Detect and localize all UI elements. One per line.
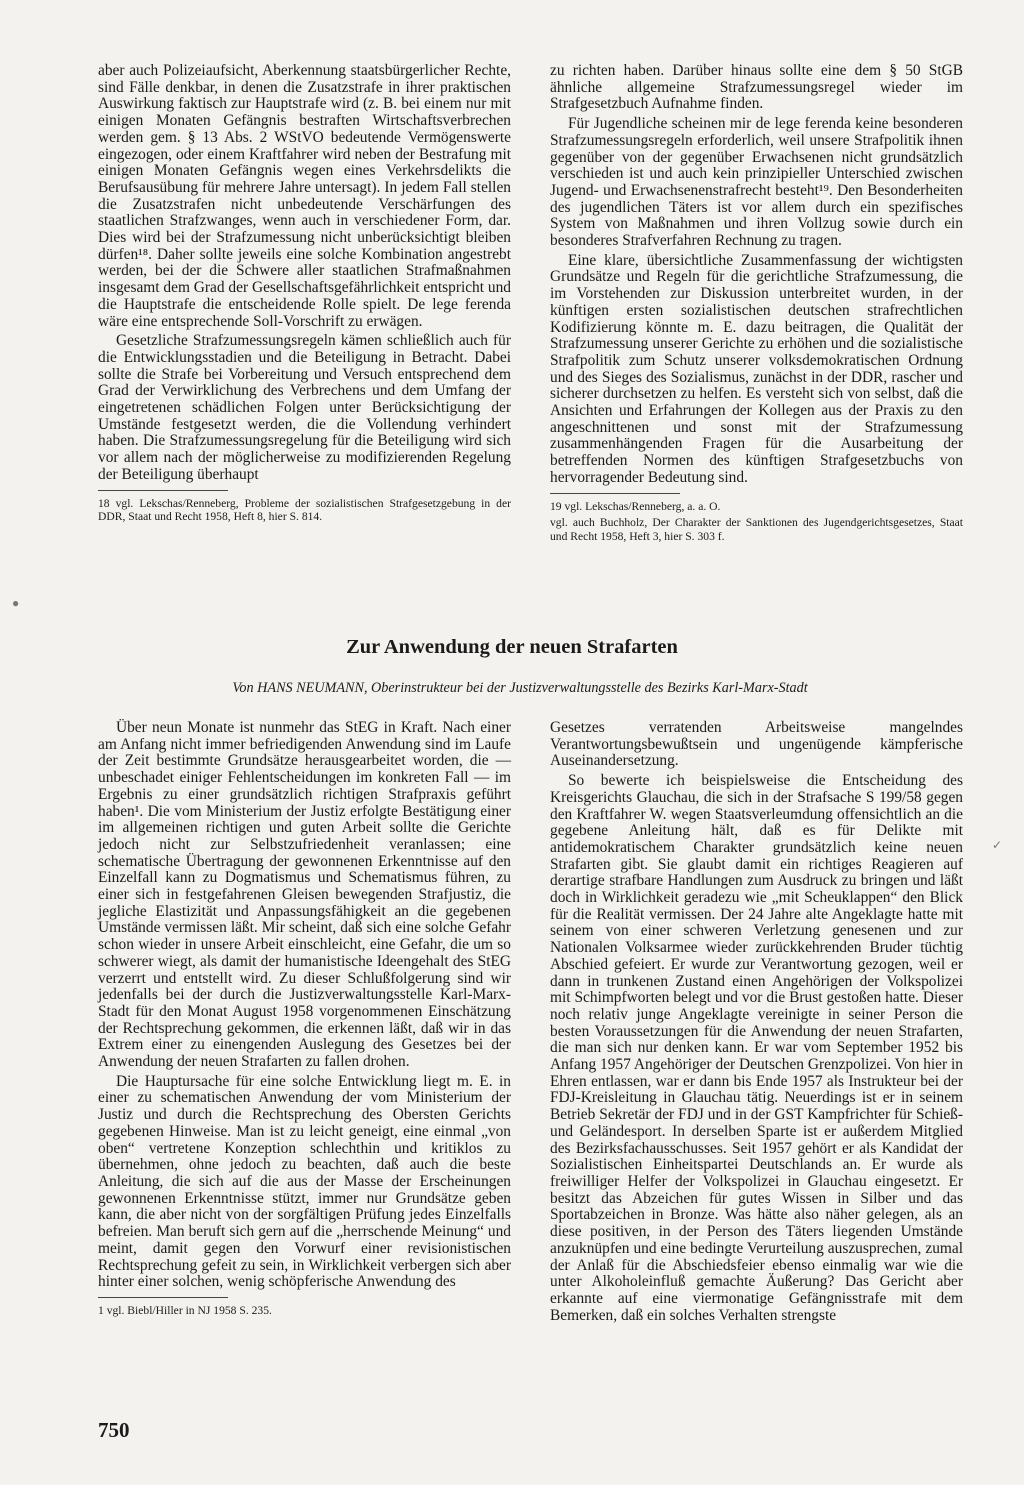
article-title: Zur Anwendung der neuen Strafarten: [346, 636, 678, 658]
footnote-19: 19 vgl. Lekschas/Renneberg, a. a. O.: [550, 499, 721, 513]
footnote-19-continued: vgl. auch Buchholz, Der Charakter der Sanktionen des Jugendgerichtsgesetzes, Staat und Recht 1958, Heft 3, hier S. 303 f.: [550, 516, 963, 543]
paragraph: So bewerte ich beispielsweise die Entscheidung des Kreisgerichts Glauchau, die sich in der Strafsache S 199/58 gegen den Kraftfahrer W. wegen Staatsverleumdung offensichtlich an die gegebene Anleitung hält, daß es für Delikte mit antidemokratischem Charakter grundsätzlich keine neuen Strafarten gibt. Sie glaubt damit ein richtiges Reagieren auf derartige strafbare Handlungen zum Ausdruck zu bringen und läßt doch in Wirklichkeit geradezu wie „mit Scheuklappen“ den Blick für die Realität vermissen. Der 24 Jahre alte Angeklagte hatte mit seinem von einer schweren Verletzung genesenen und zur Nationalen Volksarmee wieder zurückkehrenden Bruder tüchtig Abschied gefeiert. Er wurde zur Verantwortung gezogen, weil er dann in trunkenen Zustand einen Angehörigen der Volkspolizei mit Schimpfworten belegt und vor die Brust gestoßen hatte. Dieser noch relativ junge Angeklagte vereinigte in seiner Person die besten Voraussetzungen für die Anwendung der neuen Strafarten, die man sich nur denken kann. Er war vom September 1952 bis Anfang 1957 Angehöriger der Deutschen Grenzpolizei. Von hier in Ehren entlassen, war er dann bis Ende 1957 als Instrukteur bei der FDJ-Kreisleitung in Glauchau tätig. Neuerdings ist er in seinem Betrieb Sekretär der FDJ und in der GST Kampfrichter für Schieß- und Geländesport. In derselben Sparte ist er außerdem Mitglied des Bezirksfachausschusses. Seit 1957 gehört er als Kandidat der Sozialistischen Einheitspartei Deutschlands an. Er wurde als freiwilliger Helfer der Volkspolizei in Glauchau eingesetzt. Er besitzt das Abzeichen für gutes Wissen in Silber und das Sportabzeichen in Bronze. Was hätte also näher gelegen, als an diese positiven, in der Person des Täters liegenden Umstände anzuknüpfen und eine bedingte Verurteilung auszusprechen, zumal der Anlaß für die Abschiedsfeier ebenso einmalig war wie die unter Alkoholeinfluß gemachte Äußerung? Das Gericht aber erkannte auf eine viermonatige Gefängnisstrafe mit dem Bemerken, daß ein solches Verhalten strengste: [550, 772, 963, 1324]
margin-tick-icon: ✓: [992, 838, 1003, 852]
bottom-right-column: [550, 720, 963, 1327]
margin-dot-icon: ●: [12, 596, 20, 610]
article-byline: Von HANS NEUMANN, Oberinstrukteur bei der Justizverwaltungsstelle des Bezirks Karl-Marx-Stadt: [232, 680, 808, 696]
top-left-column: [98, 63, 511, 527]
paragraph: Für Jugendliche scheinen mir de lege ferenda keine besonderen Strafzumessungsregeln erforderlich, weil unsere Strafpolitik ihnen gegenüber von der gegenüber Erwachsenen nicht grundsätzlich verschieden ist und auch kein prinzipieller Unterschied zwischen Jugend- und Erwachsenenstrafrecht besteht¹⁹. Den Besonderheiten des jugendlichen Täters ist vor allem durch ein spezifisches System von Maßnahmen und ihren Vollzug sowie durch ein besonderes Strafverfahren Rechnung zu tragen.: [550, 115, 963, 250]
top-right-column: [550, 63, 963, 546]
footnote-rule: [98, 1297, 228, 1298]
footnote-18: 18 vgl. Lekschas/Renneberg, Probleme der sozialistischen Strafgesetzgebung in der DDR, Staat und Recht 1958, Heft 8, hier S. 814.: [98, 496, 511, 524]
page-number: 750: [98, 1418, 130, 1442]
paragraph: Eine klare, übersichtliche Zusammenfassung der wichtigsten Grundsätze und Regeln für die gerichtliche Strafzumessung, die im Vorstehenden zur Diskussion unterbreitet wurden, in der künftigen ersten sozialistischen deutschen strafrechtlichen Kodifizierung könnte m. E. dazu beitragen, die Qualität der Strafzumessung unserer Gerichte zu erhöhen und die sozialistische Strafpolitik zum Schutz unserer volksdemokratischen Ordnung und des Sieges des Sozialismus, zunächst in der DDR, rascher und sicherer durchsetzen zu helfen. Es versteht sich von selbst, daß die Ansichten und Erfahrungen der Kollegen aus der Praxis zu den angeschnittenen und sonst mit der Strafzumessung zusammenhängenden Fragen für die Ausarbeitung der betreffenden Normen des künftigen Strafgesetzbuchs von hervorragender Bedeutung sind.: [550, 251, 963, 486]
bottom-left-column: [98, 720, 511, 1321]
paragraph: Gesetzes verratenden Arbeitsweise mangelndes Verantwortungsbewußtsein und ungenügende kämpferische Auseinandersetzung.: [550, 719, 963, 770]
paragraph: Über neun Monate ist nunmehr das StEG in Kraft. Nach einer am Anfang nicht immer befriedigenden Anwendung sind im Laufe der Zeit bestimmte Grundsätze herausgearbeitet worden, die — unbeschadet einiger Fehlentscheidungen im konkreten Fall — im Ergebnis zu einer grundsätzlich richtigen Strafpraxis geführt haben¹. Die vom Ministerium der Justiz erfolgte Bestätigung einer im allgemeinen richtigen und guten Arbeit sollte die Gerichte jedoch nicht zur Selbstzufriedenheit veranlassen; eine schematische Übertragung der gewonnenen Erkenntnisse auf den Einzelfall kann zu Dogmatismus und Schematismus führen, zu einer sich in festgefahrenen Gleisen bewegenden Strafjustiz, die jegliche Elastizität und Anpassungsfähigkeit an die gegebenen Umstände vermissen läßt. Mir scheint, daß sich eine solche Gefahr schon wieder in unsere Arbeit einschleicht, eine Gefahr, die um so schwerer wiegt, als damit der humanistische Ideengehalt des StEG verzerrt und entstellt wird. Zu dieser Schlußfolgerung sind wir jedenfalls bei der durch die Justizverwaltungsstelle Karl-Marx-Stadt für den Monat August 1958 vorgenommenen Einschätzung der Rechtsprechung gekommen, die erkennen läßt, daß wir in das Extrem einer zu einengenden Auslegung des Gesetzes bei der Anwendung der neuen Strafarten zu fallen drohen.: [98, 719, 511, 1071]
paragraph: zu richten haben. Darüber hinaus sollte eine dem § 50 StGB ähnliche allgemeine Strafzumessungsregel wieder im Strafgesetzbuch Aufnahme finden.: [550, 62, 963, 113]
footnote-1: 1 vgl. Biebl/Hiller in NJ 1958 S. 235.: [98, 1303, 272, 1317]
footnote-rule: [550, 493, 680, 494]
paragraph: Gesetzliche Strafzumessungsregeln kämen schließlich auch für die Entwicklungsstadien und die Beteiligung in Betracht. Dabei sollte die Strafe bei Vorbereitung und Versuch entsprechend dem Grad der Verwirklichung des Verbrechens und dem Umfang der eingetretenen schädlichen Folgen unter Berücksichtigung der Umstände festgesetzt werden, die die Vollendung verhindert haben. Die Strafzumessungsregelung für die Beteiligung wird sich vor allem nach der möglicherweise zu modifizierenden Regelung der Beteiligung überhaupt: [98, 332, 511, 483]
paragraph: Die Hauptursache für eine solche Entwicklung liegt m. E. in einer zu schematischen Anwendung der vom Ministerium der Justiz und durch die Rechtsprechung des Obersten Gerichts gegebenen Hinweise. Man ist zu leicht geneigt, eine einmal „von oben“ vertretene Konzeption schlechthin und kritiklos zu übernehmen, ohne jedoch zu beachten, daß auch die beste Anleitung, die sich auf die aus der Masse der Erscheinungen gewonnenen Erkenntnisse stützt, immer nur Grundsätze geben kann, die aber nicht von der sorgfältigen Prüfung jedes Einzelfalls befreien. Man beruft sich gern auf die „herrschende Meinung“ und meint, damit gegen den Vorwurf einer revisionistischen Rechtsprechung gefeit zu sein, in Wirklichkeit verbergen sich aber hinter einer solchen, wenig schöpferische Anwendung des: [98, 1072, 511, 1291]
paragraph: aber auch Polizeiaufsicht, Aberkennung staatsbürgerlicher Rechte, sind Fälle denkbar, in denen die Zusatzstrafe in ihrer praktischen Auswirkung faktisch zur Hauptstrafe wird (z. B. bei einem nur mit einigen Monaten Gefängnis bestraften Wirtschaftsverbrechen werden gem. § 13 Abs. 2 WStVO bedeutende Vermögenswerte eingezogen, oder einem Kraftfahrer wird neben der Bestrafung mit einigen Monaten Gefängnis wegen eines Verkehrsdelikts die Berufsausübung für mehrere Jahre untersagt). In jedem Fall stellen die Zusatzstrafen nicht unbedeutende Verschärfungen des staatlichen Strafzwanges, wenn auch in verschiedener Form, dar. Dies wird bei der Strafzumessung nicht unberücksichtigt bleiben dürfen¹⁸. Daher sollte jeweils eine solche Kombination angestrebt werden, bei der die Schwere aller staatlichen Strafmaßnahmen insgesamt dem Grad der Gesellschaftsgefährlichkeit entspricht und die Hauptstrafe die entscheidende Rolle spielt. De lege ferenda wäre eine entsprechende Soll-Vorschrift zu erwägen.: [98, 62, 511, 330]
footnote-rule: [98, 490, 228, 491]
